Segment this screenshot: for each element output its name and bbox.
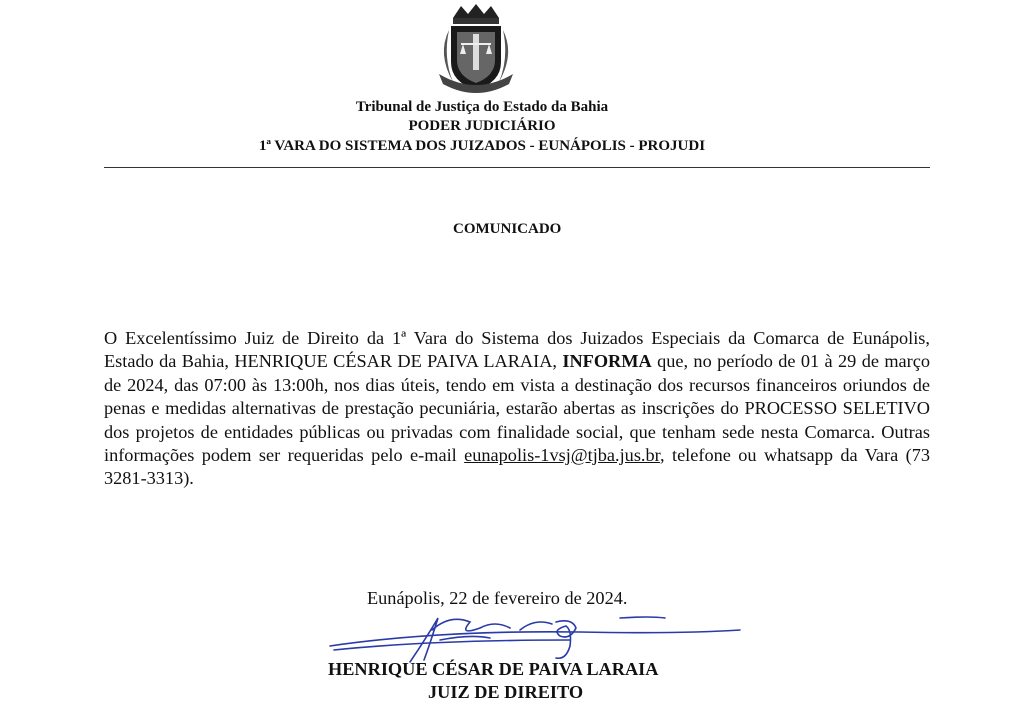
header-divider bbox=[104, 167, 930, 168]
body-text-2: que, no período de 01 à 29 de março de 2024, das 07:00 às 13:00h, nos dias úteis, tendo em vista a destinação dos recursos financeiros oriundos de penas e medidas alternativas de prestação pecuniária, estarão abertas as inscrições do PROCESSO SELETIVO dos projetos de entidades públicas ou privadas com finalidade social, que tenham sede nesta Comarca. Outras informações podem ser requeridas pelo e-mail bbox=[104, 351, 930, 466]
body-informa: INFORMA bbox=[562, 351, 652, 372]
judicial-branch: PODER JUDICIÁRIO bbox=[408, 118, 556, 134]
body-text-1: O Excelentíssimo Juiz de Direito da 1ª Vara do Sistema dos Juizados Especiais da Comarca de Eunápolis, Estado da Bahia, HENRIQUE CÉSAR DE PAIVA LARAIA, bbox=[104, 328, 930, 372]
body-text-3: , telefone ou whatsapp da Vara (73 3281-3313). bbox=[104, 445, 930, 489]
document-body bbox=[104, 327, 930, 491]
document-title: COMUNICADO bbox=[453, 221, 562, 237]
bahia-coat-of-arms-icon bbox=[431, 4, 521, 96]
court-name: Tribunal de Justiça do Estado da Bahia bbox=[355, 99, 609, 115]
place-and-date: Eunápolis, 22 de fevereiro de 2024. bbox=[367, 588, 628, 608]
court-division: 1ª VARA DO SISTEMA DOS JUIZADOS - EUNÁPOLIS - PROJUDI bbox=[258, 138, 706, 154]
signer-name: HENRIQUE CÉSAR DE PAIVA LARAIA bbox=[328, 659, 659, 679]
signer-role: JUIZ DE DIREITO bbox=[428, 682, 584, 702]
email-link[interactable]: eunapolis-1vsj@tjba.jus.br bbox=[464, 445, 661, 466]
